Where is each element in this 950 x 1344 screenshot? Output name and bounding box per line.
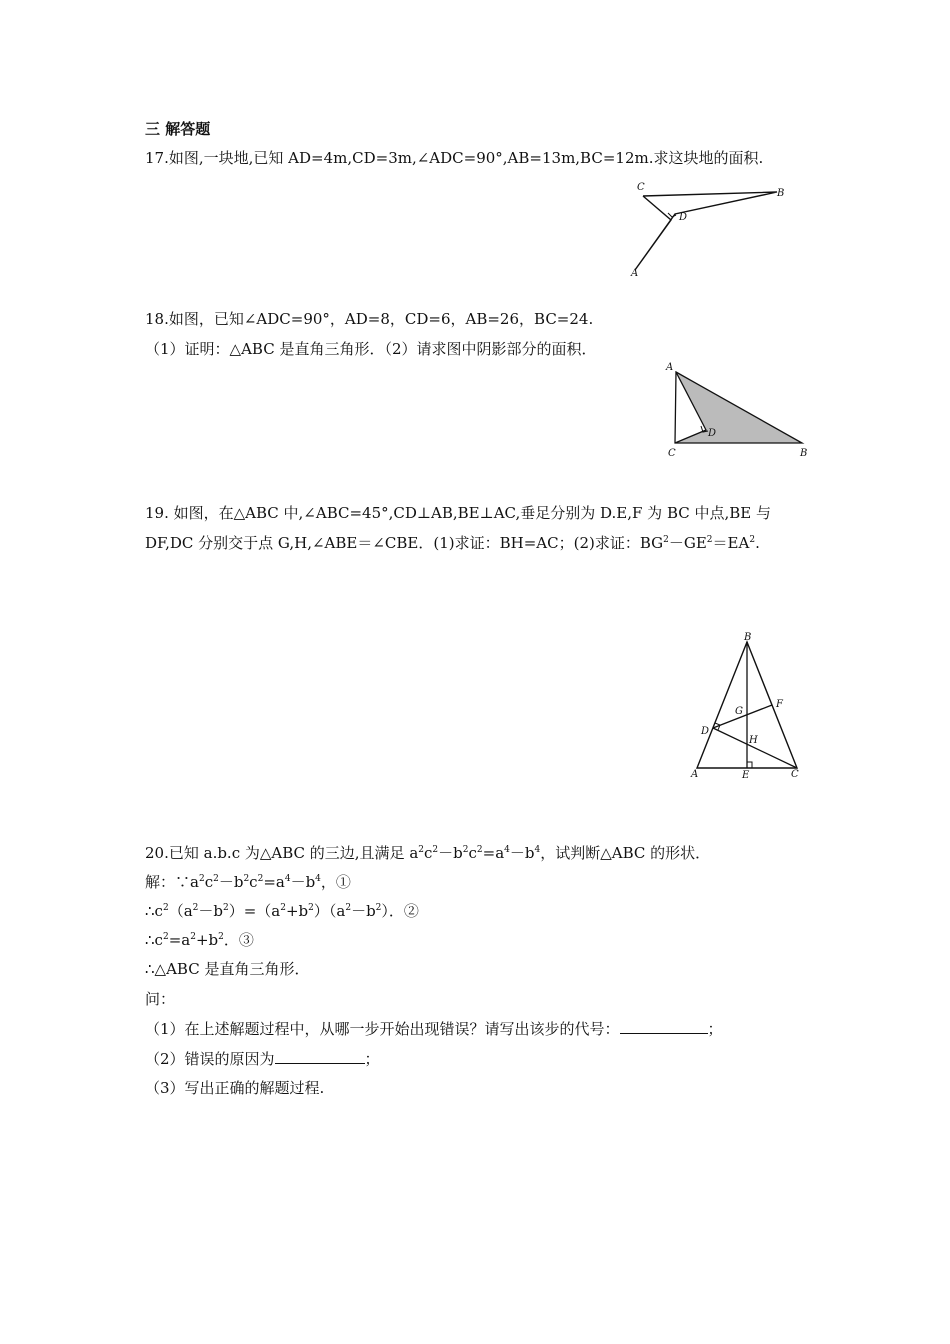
figure-q17 — [625, 178, 790, 278]
question-20-line4: $\therefore c^2=a^2+b^2$．③ — [145, 931, 254, 949]
fig19-right-angle-e — [747, 762, 752, 768]
question-20-line5: ∴△ABC 是直角三角形． — [145, 960, 310, 978]
fig18-label-c: C — [668, 448, 676, 459]
fig19-label-h: H — [749, 735, 758, 746]
figure-q18 — [660, 360, 810, 460]
question-18-line2: （1）证明：△ABC 是直角三角形．（2）请求图中阴影部分的面积． — [145, 340, 597, 358]
question-20-line3: $\therefore c^2(a^2-b^2)=(a^2+b^2)(a^2-b^2)$．② — [145, 902, 419, 920]
question-20-line6: 问： — [145, 990, 176, 1008]
fig17-label-d: D — [679, 212, 688, 223]
fig19-label-a: A — [691, 769, 699, 780]
fig18-label-b: B — [800, 448, 808, 459]
question-20-line8: （2）错误的原因为 ； — [145, 1050, 380, 1068]
fig18-label-a: A — [666, 362, 674, 373]
fig19-label-f: F — [776, 699, 783, 710]
fig18-label-d: D — [708, 428, 717, 439]
fig17-quadrilateral — [635, 192, 777, 270]
answer-blank-2[interactable] — [275, 1049, 365, 1064]
question-17-text: 17.如图,一块地,已知 AD=4m,CD=3m,∠ADC=90°,AB=13m,BC=12m.求这块地的面积. — [145, 149, 764, 167]
question-20-line7: （1）在上述解题过程中，从哪一步开始出现错误？请写出该步的代号： ； — [145, 1020, 723, 1038]
fig19-label-g: G — [735, 706, 743, 717]
question-19-line2: DF,DC 分别交于点 G,H,∠ABE＝∠CBE．(1)求证：BH=AC；(2)求证：$BG^2-GE^2=EA^2$. — [145, 534, 760, 552]
fig17-label-a: A — [631, 268, 639, 278]
fig19-label-d: D — [701, 726, 710, 737]
figure-q19 — [685, 630, 810, 785]
fig17-label-c: C — [637, 182, 645, 193]
fig19-label-b: B — [744, 632, 752, 643]
question-20-line1: 20.已知 a.b.c 为△ABC 的三边,且满足 $a^2c^2-b^2c^2=a^4-b^4$，试判断△ABC 的形状． — [145, 844, 711, 862]
fig17-label-b: B — [777, 188, 785, 199]
question-20-line9: （3）写出正确的解题过程. — [145, 1079, 325, 1097]
fig19-label-c: C — [791, 769, 799, 780]
question-19-line1: 19. 如图，在△ABC 中,∠ABC=45°,CD⊥AB,BE⊥AC,垂足分别为 D.E,F 为 BC 中点,BE 与 — [145, 504, 772, 522]
question-20-line2: 解：$\because a^2c^2-b^2c^2=a^4-b^4$，① — [145, 873, 351, 891]
section-title: 三 解答题 — [145, 120, 211, 138]
question-18-line1: 18.如图，已知∠ADC=90°，AD=8，CD=6，AB=26，BC=24. — [145, 310, 594, 328]
fig19-segment-cd — [713, 728, 797, 768]
answer-blank-1[interactable] — [620, 1019, 708, 1034]
fig19-label-e: E — [742, 770, 750, 781]
